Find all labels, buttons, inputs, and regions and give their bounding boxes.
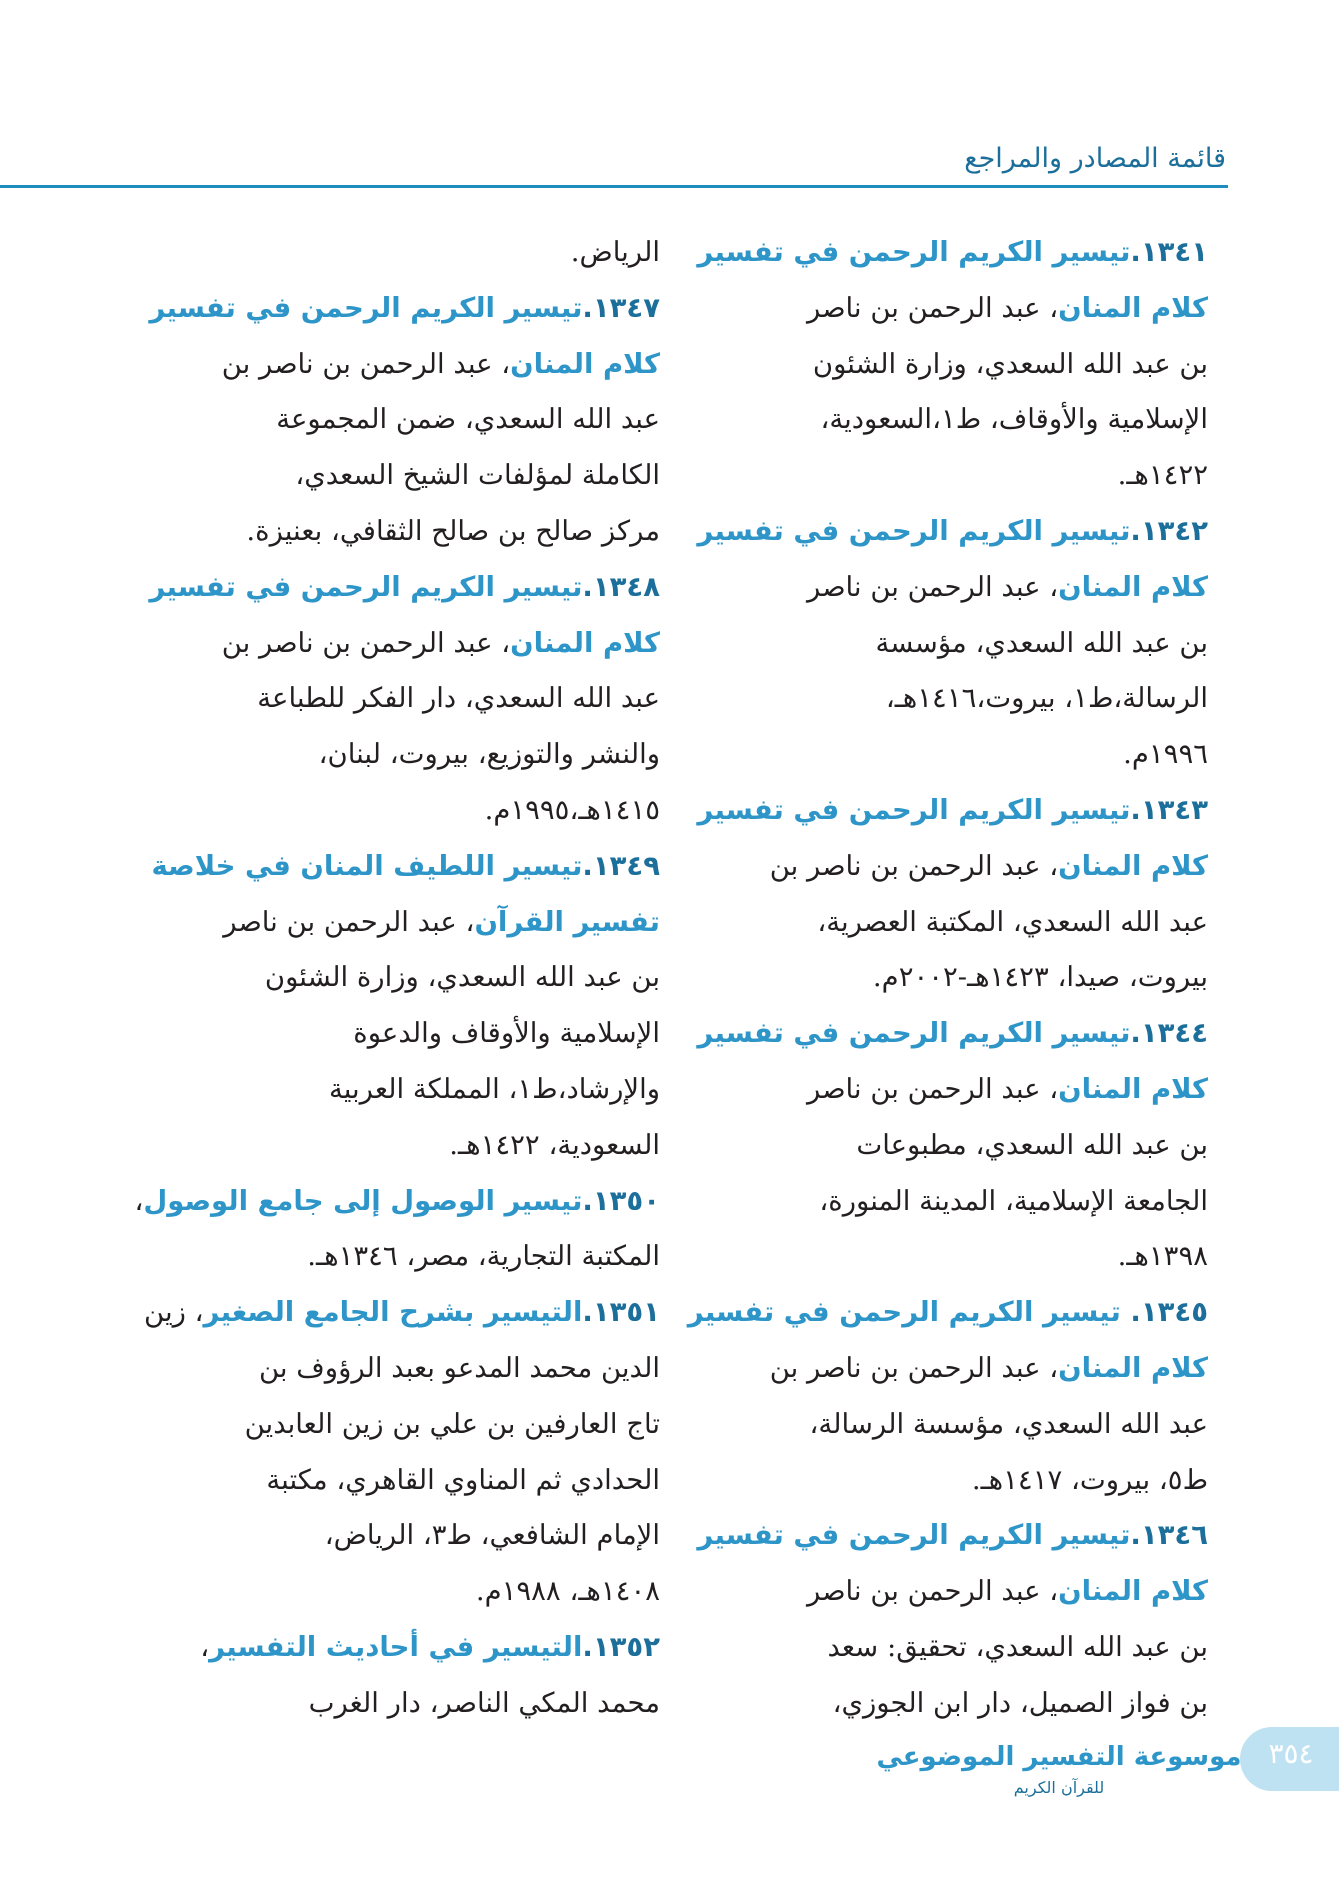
reference-line	[190, 504, 660, 560]
references-column-right	[687, 225, 1208, 1732]
entry-number: ١٣٤٤.	[1130, 1017, 1208, 1050]
entry-number: ١٣٤٢.	[1130, 514, 1208, 547]
logo-text-main: موسوعة التفسير الموضوعي	[876, 1742, 1242, 1772]
entry-text: الجامعة الإسلامية، المدينة المنورة،	[819, 1184, 1208, 1217]
reference-line	[190, 1676, 660, 1732]
entry-text: الرسالة،ط١، بيروت،١٤١٦هـ،	[885, 682, 1208, 715]
entry-title: كلام المنان	[510, 347, 660, 380]
reference-line	[738, 1620, 1208, 1676]
reference-line	[190, 895, 660, 951]
entry-text: الرياض.	[570, 236, 660, 268]
entry-text: ،	[134, 1184, 144, 1217]
reference-line	[190, 1397, 660, 1453]
entry-text: ، عبد الرحمن بن ناصر بن	[221, 626, 511, 659]
entry-number: ١٣٥٢.	[582, 1630, 660, 1663]
reference-line	[190, 727, 660, 783]
entry-number: ١٣٥١.	[582, 1296, 660, 1329]
entry-text: عبد الله السعدي، المكتبة العصرية،	[817, 905, 1208, 938]
reference-line	[738, 727, 1208, 783]
entry-text: والإرشاد،ط١، المملكة العربية	[328, 1072, 660, 1105]
entry-number: ١٣٤٥.	[1130, 1296, 1208, 1329]
entry-text: ، عبد الرحمن بن ناصر بن	[769, 1351, 1059, 1384]
entry-text: ، عبد الرحمن بن ناصر بن	[769, 849, 1059, 882]
entry-text: ، عبد الرحمن بن ناصر	[223, 905, 475, 938]
reference-line	[190, 1564, 660, 1620]
entry-text: بن عبد الله السعدي، تحقيق: سعد	[827, 1630, 1208, 1663]
entry-title: تفسير القرآن	[474, 905, 660, 938]
reference-line	[738, 950, 1208, 1006]
reference-line	[738, 1453, 1208, 1509]
reference-line	[738, 1397, 1208, 1453]
entry-title: تيسير الكريم الرحمن في تفسير	[697, 1017, 1131, 1050]
reference-line	[190, 1341, 660, 1397]
entry-text: المكتبة التجارية، مصر، ١٣٤٦هـ.	[307, 1240, 660, 1273]
reference-line	[738, 1062, 1208, 1118]
entry-text: بن عبد الله السعدي، مطبوعات	[856, 1128, 1208, 1161]
reference-line	[738, 1676, 1208, 1732]
entry-text: الدين محمد المدعو بعبد الرؤوف بن	[258, 1351, 660, 1384]
entry-title: كلام المنان	[1058, 291, 1208, 324]
entry-title: تيسير الكريم الرحمن في تفسير	[697, 1519, 1131, 1552]
entry-title: كلام المنان	[1058, 1575, 1208, 1608]
entry-text: بن عبد الله السعدي، وزارة الشئون	[812, 347, 1208, 380]
entry-title: كلام المنان	[1058, 1351, 1208, 1384]
reference-line	[697, 504, 1208, 560]
reference-line	[144, 1285, 660, 1341]
entry-text: ، عبد الرحمن بن ناصر	[807, 1072, 1059, 1105]
entry-text: ١٤١٥هـ،١٩٩٥م.	[484, 793, 660, 826]
reference-line	[190, 1620, 660, 1676]
entry-text: ١٤٢٢هـ.	[1117, 459, 1208, 492]
reference-line	[190, 616, 660, 672]
entry-text: بن عبد الله السعدي، مؤسسة	[875, 626, 1208, 659]
entry-text: ١٩٩٦م.	[1123, 738, 1208, 771]
reference-line	[738, 392, 1208, 448]
reference-line	[738, 895, 1208, 951]
entry-text: والنشر والتوزيع، بيروت، لبنان،	[318, 738, 660, 771]
reference-line	[697, 1508, 1208, 1564]
entry-title: تيسير الكريم الرحمن في تفسير	[149, 291, 583, 324]
encyclopedia-logo	[876, 1725, 1242, 1801]
reference-line	[738, 616, 1208, 672]
entry-text: ١٣٩٨هـ.	[1117, 1240, 1208, 1273]
reference-line	[738, 337, 1208, 393]
entry-text: السعودية، ١٤٢٢هـ.	[449, 1128, 660, 1161]
entry-number: ١٣٤٧.	[582, 291, 660, 324]
reference-line	[190, 1508, 660, 1564]
entry-text: الإسلامية والأوقاف والدعوة	[353, 1017, 660, 1050]
reference-line	[134, 1174, 660, 1230]
reference-line	[738, 560, 1208, 616]
entry-title: تيسير الكريم الرحمن في تفسير	[697, 793, 1131, 826]
entry-text: عبد الله السعدي، دار الفكر للطباعة	[257, 682, 660, 715]
reference-line	[738, 1229, 1208, 1285]
reference-line	[151, 839, 660, 895]
entry-text: الكاملة لمؤلفات الشيخ السعدي،	[295, 459, 660, 492]
reference-line	[190, 671, 660, 727]
entry-title: تيسير الكريم الرحمن في تفسير	[697, 236, 1131, 268]
reference-line	[738, 1564, 1208, 1620]
entry-text: ،	[200, 1630, 210, 1663]
reference-line	[190, 392, 660, 448]
entry-text: ، عبد الرحمن بن ناصر	[807, 570, 1059, 603]
entry-title: كلام المنان	[510, 626, 660, 659]
entry-text: بن فواز الصميل، دار ابن الجوزي،	[832, 1686, 1208, 1719]
reference-line	[190, 337, 660, 393]
reference-line	[697, 1006, 1208, 1062]
entry-number: ١٣٤٨.	[582, 570, 660, 603]
entry-text: الإمام الشافعي، ط٣، الرياض،	[324, 1519, 660, 1552]
reference-line	[738, 1341, 1208, 1397]
references-column-left	[134, 225, 660, 1732]
reference-line	[190, 448, 660, 504]
entry-text: بيروت، صيدا، ١٤٢٣هـ-٢٠٠٢م.	[872, 961, 1208, 994]
reference-line	[738, 839, 1208, 895]
reference-line	[190, 1062, 660, 1118]
entry-number: ١٣٥٠.	[582, 1184, 660, 1217]
entry-title: تيسير الكريم الرحمن في تفسير	[687, 1296, 1131, 1329]
reference-line	[190, 950, 660, 1006]
reference-line	[190, 1118, 660, 1174]
entry-text: الحدادي ثم المناوي القاهري، مكتبة	[266, 1463, 660, 1496]
reference-line	[687, 1285, 1208, 1341]
reference-line	[738, 671, 1208, 727]
entry-text: تاج العارفين بن علي بن زين العابدين	[244, 1407, 660, 1440]
entry-text: مركز صالح بن صالح الثقافي، بعنيزة.	[246, 514, 660, 547]
reference-line	[697, 225, 1208, 281]
page-number: ٣٥٤	[1268, 1737, 1314, 1770]
entry-title: التيسير بشرح الجامع الصغير	[203, 1296, 583, 1329]
logo-text-sub: للقرآن الكريم	[1013, 1778, 1105, 1797]
entry-text: ، عبد الرحمن بن ناصر بن	[221, 347, 511, 380]
reference-line	[190, 783, 660, 839]
entry-number: ١٣٤٦.	[1130, 1519, 1208, 1552]
reference-line	[149, 560, 660, 616]
header-rule	[0, 185, 1228, 188]
entry-title: تيسير الكريم الرحمن في تفسير	[697, 514, 1131, 547]
entry-text: ط٥، بيروت، ١٤١٧هـ.	[971, 1463, 1208, 1496]
reference-line	[190, 225, 660, 281]
entry-text: بن عبد الله السعدي، وزارة الشئون	[264, 961, 660, 994]
entry-title: كلام المنان	[1058, 849, 1208, 882]
reference-line	[697, 783, 1208, 839]
entry-number: ١٣٤٣.	[1130, 793, 1208, 826]
entry-title: التيسير في أحاديث التفسير	[209, 1630, 583, 1663]
entry-text: ١٤٠٨هـ، ١٩٨٨م.	[475, 1575, 660, 1608]
reference-line	[190, 1006, 660, 1062]
reference-line	[738, 1118, 1208, 1174]
entry-text: محمد المكي الناصر، دار الغرب	[308, 1686, 660, 1719]
reference-line	[738, 448, 1208, 504]
entry-title: تيسير الكريم الرحمن في تفسير	[149, 570, 583, 603]
entry-text: ، زين	[144, 1296, 204, 1329]
entry-text: ، عبد الرحمن بن ناصر	[807, 291, 1059, 324]
entry-text: عبد الله السعدي، مؤسسة الرسالة،	[809, 1407, 1208, 1440]
reference-line	[190, 1453, 660, 1509]
entry-title: كلام المنان	[1058, 1072, 1208, 1105]
entry-number: ١٣٤٩.	[582, 849, 660, 882]
reference-line	[190, 1229, 660, 1285]
entry-text: عبد الله السعدي، ضمن المجموعة	[276, 403, 660, 436]
reference-line	[738, 281, 1208, 337]
running-header-title: قائمة المصادر والمراجع	[964, 143, 1226, 174]
entry-number: ١٣٤١.	[1130, 236, 1208, 268]
entry-text: ، عبد الرحمن بن ناصر	[807, 1575, 1059, 1608]
reference-line	[149, 281, 660, 337]
entry-title: تيسير الوصول إلى جامع الوصول	[143, 1184, 583, 1217]
entry-text: الإسلامية والأوقاف، ط١،السعودية،	[820, 403, 1208, 436]
entry-title: تيسير اللطيف المنان في خلاصة	[151, 849, 583, 882]
reference-line	[738, 1174, 1208, 1230]
entry-title: كلام المنان	[1058, 570, 1208, 603]
